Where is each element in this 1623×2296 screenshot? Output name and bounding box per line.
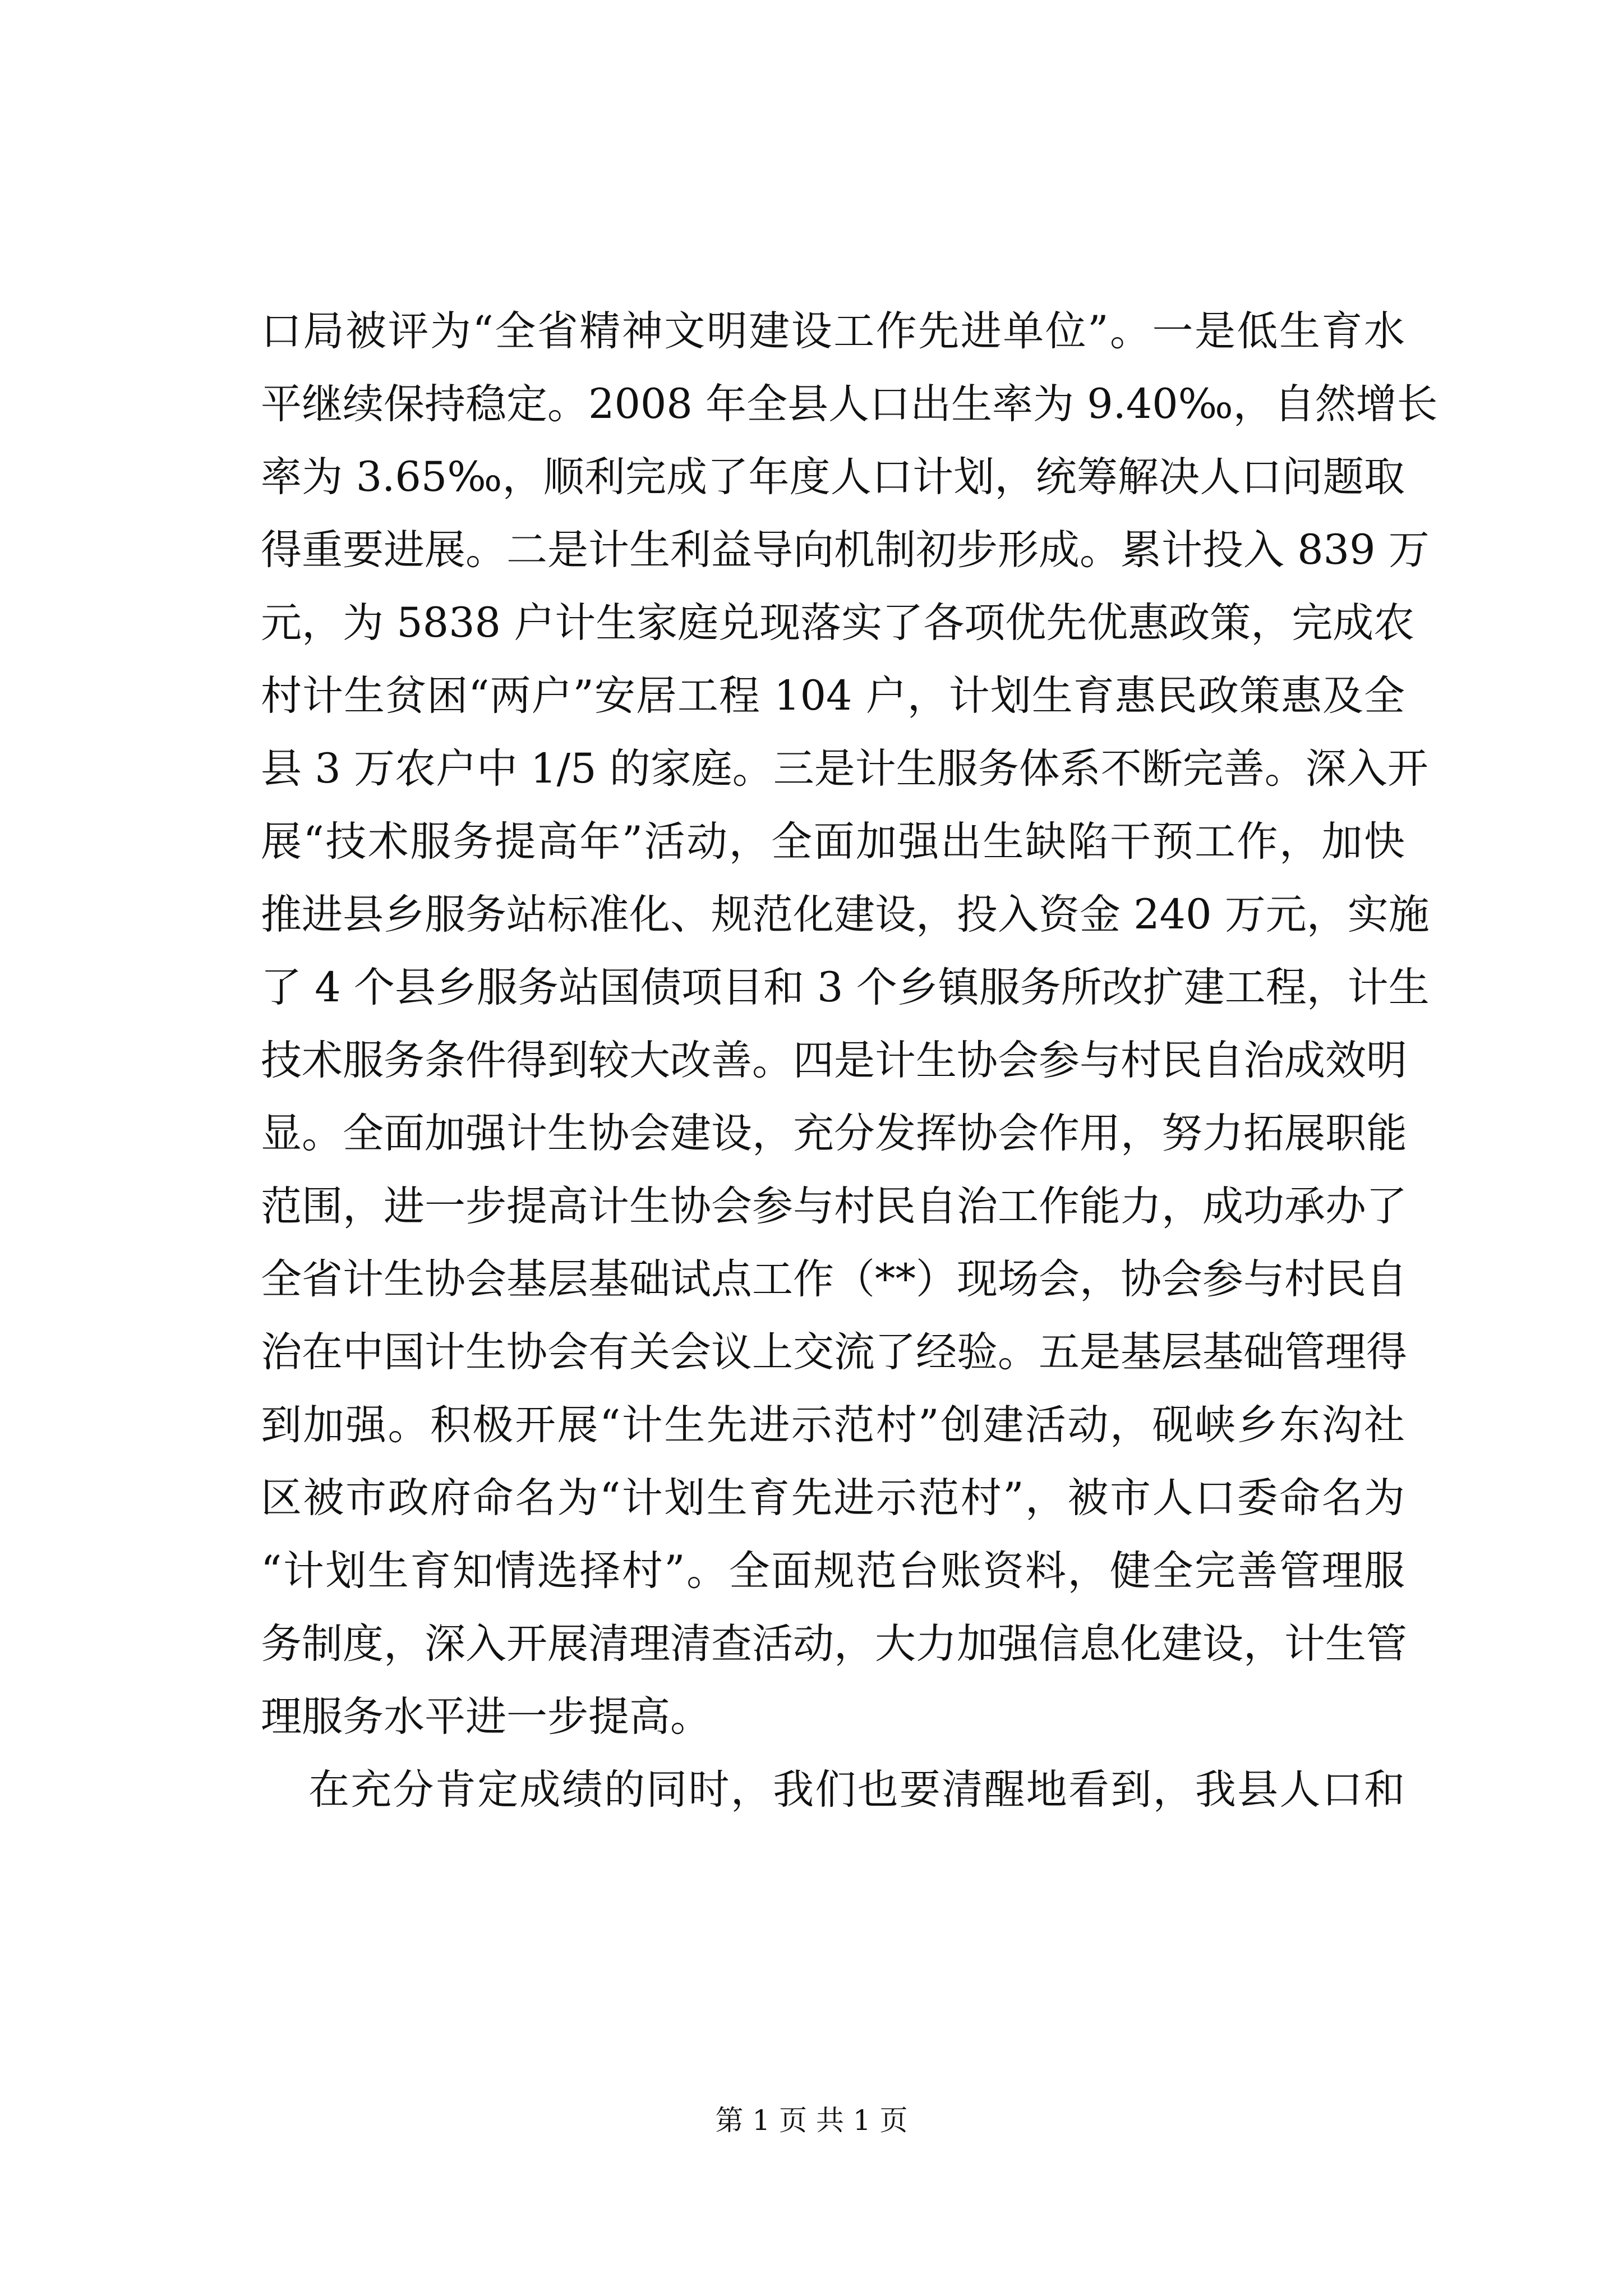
body-line-2: 平继续保持稳定。2008 年全县人口出生率为 9.40‰，自然增长 bbox=[261, 380, 1438, 428]
paragraph-2-line-1: 在充分肯定成绩的同时，我们也要清醒地看到，我县人口和 bbox=[308, 1766, 1405, 1814]
body-line-3: 率为 3.65‰，顺利完成了年度人口计划，统筹解决人口问题取 bbox=[261, 453, 1405, 501]
body-line-10: 了 4 个县乡服务站国债项目和 3 个乡镇服务所改扩建工程，计生 bbox=[261, 964, 1430, 1011]
body-line-18: “计划生育知情选择村”。全面规范台账资料，健全完善管理服 bbox=[261, 1547, 1405, 1595]
body-line-6: 村计生贫困“两户”安居工程 104 户，计划生育惠民政策惠及全 bbox=[261, 672, 1405, 720]
body-line-8: 展“技术服务提高年”活动，全面加强出生缺陷干预工作，加快 bbox=[261, 818, 1405, 866]
body-line-11: 技术服务条件得到较大改善。四是计生协会参与村民自治成效明 bbox=[261, 1037, 1407, 1084]
body-line-5: 元，为 5838 户计生家庭兑现落实了各项优先优惠政策，完成农 bbox=[261, 599, 1415, 647]
body-line-20: 理服务水平进一步提高。 bbox=[261, 1693, 711, 1741]
body-line-13: 范围，进一步提高计生协会参与村民自治工作能力，成功承办了 bbox=[261, 1182, 1407, 1230]
body-line-9: 推进县乡服务站标准化、规范化建设，投入资金 240 万元，实施 bbox=[261, 891, 1430, 938]
body-line-14: 全省计生协会基层基础试点工作（**）现场会，协会参与村民自 bbox=[261, 1255, 1407, 1303]
body-line-4: 得重要进展。二是计生利益导向机制初步形成。累计投入 839 万 bbox=[261, 526, 1430, 574]
body-line-17: 区被市政府命名为“计划生育先进示范村”，被市人口委命名为 bbox=[261, 1474, 1405, 1522]
page-footer: 第 1 页 共 1 页 bbox=[715, 2104, 908, 2137]
body-line-16: 到加强。积极开展“计生先进示范村”创建活动，砚峡乡东沟社 bbox=[261, 1401, 1405, 1449]
body-line-1: 口局被评为“全省精神文明建设工作先进单位”。一是低生育水 bbox=[261, 307, 1405, 355]
body-line-7: 县 3 万农户中 1/5 的家庭。三是计生服务体系不断完善。深入开 bbox=[261, 745, 1428, 793]
body-line-19: 务制度，深入开展清理清查活动，大力加强信息化建设，计生管 bbox=[261, 1620, 1407, 1668]
body-line-15: 治在中国计生协会有关会议上交流了经验。五是基层基础管理得 bbox=[261, 1328, 1407, 1376]
body-line-12: 显。全面加强计生协会建设，充分发挥协会作用，努力拓展职能 bbox=[261, 1110, 1407, 1157]
